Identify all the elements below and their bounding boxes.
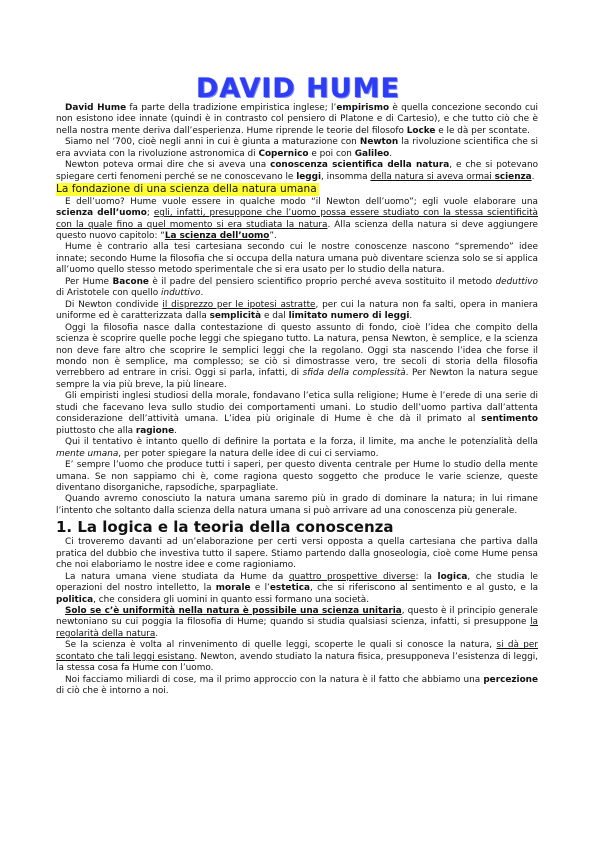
paragraph: Newton poteva ormai dire che si aveva una conoscenza scientifica della natura, e che si potevano spiegare certi fenomeni perché se ne conoscevano le leggi, insomma della natura si aveva ormai scienza. xyxy=(56,160,538,182)
paragraph: David Hume fa parte della tradizione empiristica inglese; l’empirismo è quella concezione secondo cui non esistono idee innate (quindi è in contrasto col pensiero di Platone e di Cartesio), e che tutto ciò che è nella nostra mente deriva dall’esperienza. Hume riprende le teorie del filosofo Locke e le dà per scontate. xyxy=(56,103,538,136)
paragraph: Se la scienza è volta al rinvenimento di quelle leggi, scoperte le quali si conosce la natura, si dà per scontato che tali leggi esistano. Newton, avendo studiato la natura fisica, presupponeva l’esistenza di leggi, la stessa cosa fa Hume con l’uomo. xyxy=(56,640,538,674)
paragraph: Per Hume Bacone è il padre del pensiero scientifico proprio perché aveva sostituito il metodo deduttivo di Aristotele con quello induttivo. xyxy=(56,276,538,299)
section-heading: 1. La logica e la teoria della conoscenza xyxy=(56,518,394,537)
paragraph: Hume è contrario alla tesi cartesiana secondo cui le nostre conoscenze nascono “spremendo” idee innate; secondo Hume la filosofia che si occupa della natura umana può diventare scienza solo se si applica all’uomo quello stesso metodo sperimentale che si era usato per lo studio della natura. xyxy=(56,242,538,276)
paragraph: E dell’uomo? Hume vuole essere in qualche modo “il Newton dell’uomo”; egli vuole elaborare una scienza dell’uomo; egli, infatti, presuppone che l’uomo possa essere studiato con la stessa scientificità con la quale fino a quel momento si era studiata la natura. Alla scienza della natura si deve aggiungere questo nuovo capitolo: “La scienza dell’uomo”. xyxy=(56,196,538,241)
bold-text: David Hume xyxy=(65,103,127,113)
paragraph: Ci troveremo davanti ad un’elaborazione per certi versi opposta a quella cartesiana che partiva dalla pratica del dubbio che investiva tutto il sapere. Stiamo partendo dalla gnoseologia, cioè come Hume pensa che noi elaboriamo le nostre idee e come ragioniamo. xyxy=(56,537,538,571)
paragraph: Solo se c’è uniformità nella natura è possibile una scienza unitaria, questo è il principio generale newtoniano su cui poggia la filosofia di Hume; quando si studia qualsiasi scienza, infatti, si presuppone la regolarità della natura. xyxy=(56,606,538,639)
paragraph: Gli empiristi inglesi studiosi della morale, fondavano l’etica sulla religione; Hume è l’erede di una serie di studi che facevano leva sullo studio dei comportamenti umani. Lo studio dell’uomo partiva dall’attenta considerazione dell’attività umana. L’idea più originale di Hume è che dà il primato al sentimento piuttosto che alla ragione. xyxy=(56,391,538,436)
paragraph: Qui il tentativo è intanto quello di definire la portata e la forza, il limite, ma anche le potenzialità della mente umana, per poter spiegare la natura delle idee di cui ci serviamo. xyxy=(56,437,538,459)
paragraph: Noi facciamo miliardi di cose, ma il primo approccio con la natura è il fatto che abbiamo una percezione di ciò che è intorno a noi. xyxy=(56,674,538,697)
paragraph: Quando avremo conosciuto la natura umana saremo più in grado di dominare la natura; in lui rimane l’intento che soltanto dalla scienza della natura umana si può arrivare ad una conoscenza più generale. xyxy=(56,494,538,516)
section-heading: La fondazione di una scienza della natura umana xyxy=(56,183,317,196)
paragraph: La natura umana viene studiata da Hume da quattro prospettive diverse: la logica, che studia le operazioni del nostro intelletto, la morale e l’estetica, che si riferiscono al sentimento e al gusto, e la politica, che considera gli uomini in quanto essi formano una società. xyxy=(56,571,539,605)
page-title: DAVID HUME xyxy=(195,73,401,104)
paragraph: Di Newton condivide il disprezzo per le ipotesi astratte, per cui la natura non fa salti, opera in maniera uniforme ed è caratterizzata dalla semplicità e dal limitato numero di leggi. xyxy=(56,299,538,322)
paragraph: Oggi la filosofia nasce dalla contestazione di questo assunto di fondo, cioè l’idea che compito della scienza è scoprire quelle poche leggi che spiegano tutto. La natura, pensa Newton, è semplice, e la scienza non deve fare altro che scoprire le semplici leggi che la regolano. Oggi sta nascendo l’idea che forse il mondo non è semplice, ma complesso; se ciò si dimostrasse vero, tre secoli di storia della filosofia verrebbero ad entrare in crisi. Oggi si parla, infatti, di sfida della complessità. Per Newton la natura segue sempre la via più breve, la più lineare. xyxy=(56,322,538,390)
document-body xyxy=(56,103,538,698)
paragraph: E’ sempre l’uomo che produce tutti i saperi, per questo diventa centrale per Hume lo studio della mente umana. Se non sappiamo chi è, come ragiona questo soggetto che produce le varie scienze, queste diventano disorganiche, rapsodiche, sparpagliate. xyxy=(56,460,538,493)
paragraph: Siamo nel ‘700, cioè negli anni in cui è giunta a maturazione con Newton la rivoluzione scientifica che si era avviata con la rivoluzione astronomica di Copernico e poi con Galileo. xyxy=(56,137,538,159)
